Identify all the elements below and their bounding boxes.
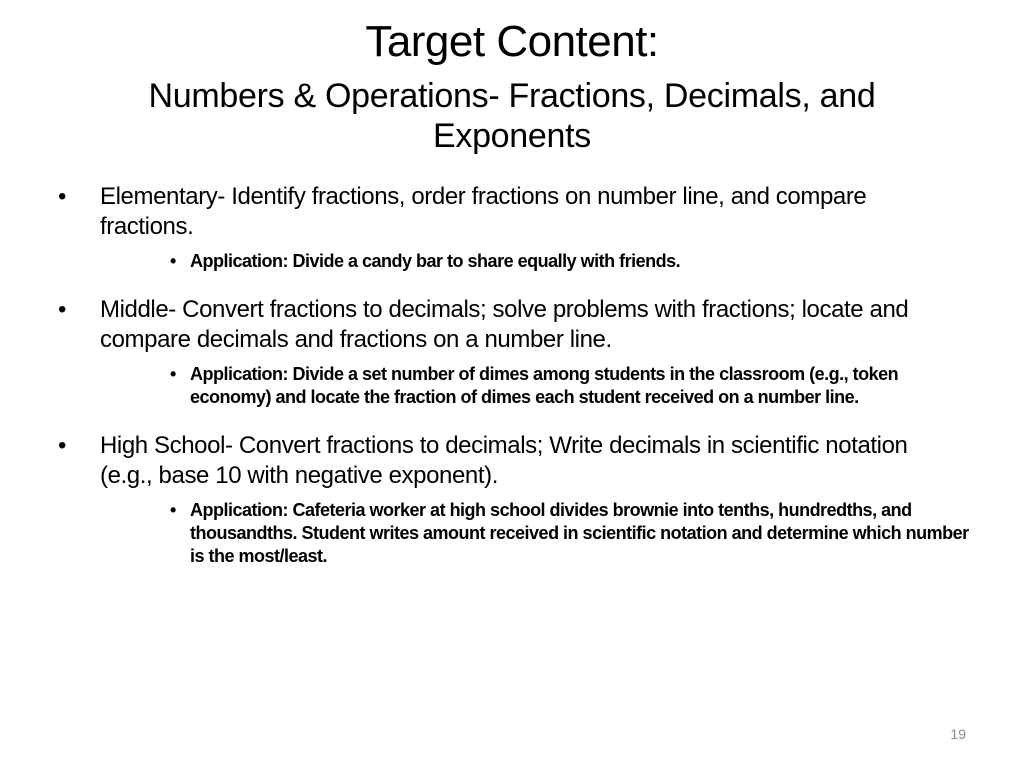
sub-bullet-dot-icon: • [170,500,176,520]
bullet-group-high-school [58,431,969,568]
bullet-dot-icon: • [58,432,67,459]
bullet-item [58,182,958,242]
bullet-dot-icon: • [58,183,67,210]
application-text: Application: Divide a set number of dimes among students in the classroom (e.g., token economy) and locate the fraction of dimes each student received on a number line. [190,364,899,407]
title-subtitle-line2: Exponents [433,117,591,155]
bullet-item [58,295,958,355]
title-main: Target Content: [365,17,659,66]
bullet-text: High School- Convert fractions to decimals; Write decimals in scientific notation (e.g., base 10 with negative exponent). [100,432,908,489]
sub-bullet-item [170,363,970,409]
bullet-item [58,431,958,491]
page-number: 19 [950,726,966,742]
bullet-text: Middle- Convert fractions to decimals; solve problems with fractions; locate and compare decimals and fractions on a number line. [100,296,909,353]
bullet-list [58,182,969,590]
bullet-dot-icon: • [58,296,67,323]
slide-title [40,14,984,156]
sub-bullet-item [170,250,970,273]
title-subtitle [40,76,984,156]
sub-bullet-dot-icon: • [170,364,176,384]
sub-bullet-item [170,499,970,568]
application-text: Application: Cafeteria worker at high school divides brownie into tenths, hundredths, and thousandths. Student writes amount received in scientific notation and determine which number is the most/least. [190,500,969,566]
bullet-group-elementary [58,182,958,273]
bullet-group-middle [58,295,958,409]
title-subtitle-line1: Numbers & Operations- Fractions, Decimals, and [148,77,876,115]
sub-bullet-dot-icon: • [170,251,176,271]
bullet-text: Elementary- Identify fractions, order fractions on number line, and compare fractions. [100,183,867,240]
application-text: Application: Divide a candy bar to share equally with friends. [190,251,681,271]
